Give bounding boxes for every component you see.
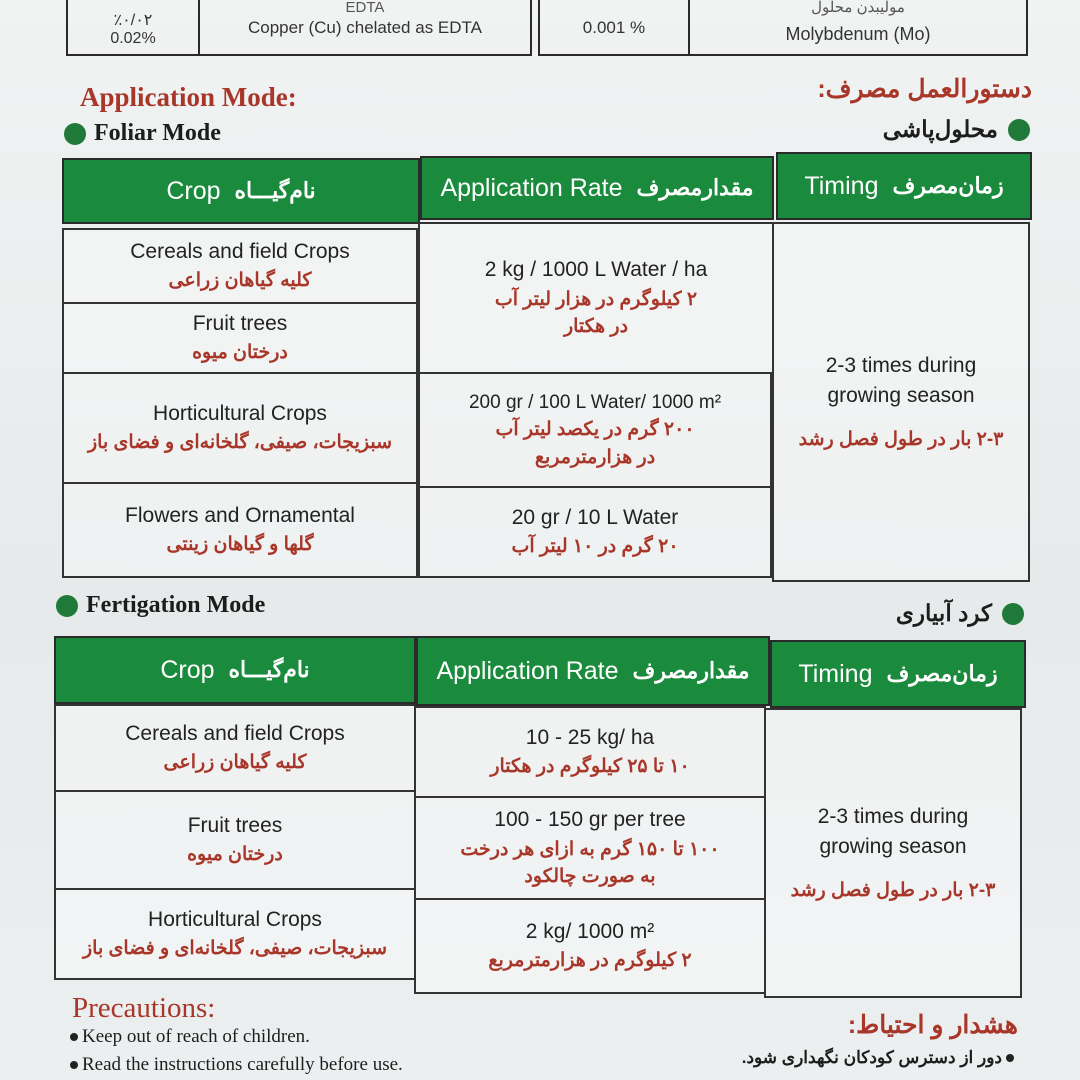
foliar-header-crop [62, 158, 420, 224]
crop-fa: گلها و گیاهان زینتی [166, 534, 314, 556]
foliar-header-rate [420, 156, 774, 220]
crop-en: Fruit trees [192, 312, 288, 335]
molybdenum-value-cell [538, 0, 690, 56]
precaution-item [70, 1054, 403, 1076]
bullet-icon [1006, 1054, 1014, 1062]
crop-fa: سبزیجات، صیفی، گلخانه‌ای و فضای باز [83, 938, 387, 960]
rate-en: 2 kg/ 1000 m² [525, 920, 655, 943]
molybdenum-name: Molybdenum (Mo) [785, 24, 931, 44]
copper-value-fa: ٪۰/۰۲ [113, 12, 153, 29]
timing-en-2: growing season [819, 835, 967, 859]
foliar-crop-horticultural [62, 372, 418, 484]
rate-en: 200 gr / 100 L Water/ 1000 m² [468, 391, 722, 413]
fertigation-title-fa-text: کرد آبیاری [895, 600, 992, 626]
header-rate-fa: مقدارمصرف [632, 658, 750, 683]
copper-name-cell [198, 0, 532, 56]
bullet-dot-icon [1002, 603, 1024, 625]
bullet-icon [70, 1061, 78, 1069]
crop-en: Cereals and field Crops [130, 240, 350, 263]
fertigation-rate-cereals [414, 706, 766, 798]
rate-fa: ۲ کیلوگرم در هزار لیتر آب [494, 288, 698, 310]
fertigation-crop-horticultural [54, 888, 416, 980]
foliar-title-fa [883, 116, 1030, 143]
nutrient-table-strip [66, 0, 1028, 58]
header-crop-en: Crop [160, 655, 215, 684]
copper-value-cell [66, 0, 200, 56]
bullet-dot-icon [56, 595, 78, 617]
precaution-item-fa [742, 1048, 1014, 1068]
rate-fa: ۲۰ گرم در ۱۰ لیتر آب [511, 536, 679, 558]
timing-fa: ۲-۳ بار در طول فصل رشد [790, 879, 996, 901]
header-crop-en: Crop [166, 176, 221, 205]
precaution-text: Read the instructions carefully before use. [82, 1054, 403, 1075]
foliar-rate-horticultural [418, 372, 772, 488]
application-mode-title-fa: دستورالعمل مصرف: [817, 75, 1032, 103]
crop-fa: کلیه گیاهان زراعی [168, 270, 312, 292]
application-mode-title: Application Mode: [80, 82, 297, 112]
rate-en: 100 - 150 gr per tree [494, 808, 686, 832]
foliar-crop-flowers [62, 482, 418, 578]
bullet-dot-icon [1008, 119, 1030, 141]
header-timing-en: Timing [798, 659, 873, 688]
fertigation-title-fa [896, 600, 1024, 627]
fertigation-timing [764, 708, 1022, 998]
crop-en: Horticultural Crops [148, 908, 322, 931]
header-timing-fa: زمان‌مصرف [886, 661, 998, 686]
header-crop-fa: نام‌گیـــاه [228, 657, 310, 682]
foliar-title-fa-text: محلول‌پاشی [882, 116, 998, 142]
header-timing-fa: زمان‌مصرف [892, 173, 1004, 198]
header-timing-en: Timing [804, 171, 879, 200]
fertigation-header-timing [770, 640, 1026, 708]
fertigation-rate-horticultural [414, 898, 766, 994]
fertigation-title [56, 592, 265, 619]
rate-fa: ۱۰ تا ۲۵ کیلوگرم در هکتار [490, 756, 690, 778]
crop-fa: درختان میوه [187, 844, 283, 866]
rate-en: 20 gr / 10 L Water [511, 506, 679, 529]
molybdenum-name-cell [688, 0, 1028, 56]
foliar-title-text: Foliar Mode [94, 120, 221, 146]
rate-en: 2 kg / 1000 L Water / ha [484, 258, 708, 282]
rate-fa: ۲۰۰ گرم در یکصد لیتر آب [495, 419, 695, 441]
precautions-title: Precautions: [72, 992, 216, 1024]
foliar-crop-fruit-trees [62, 302, 418, 374]
precaution-text: Keep out of reach of children. [82, 1026, 310, 1047]
foliar-rate-field [418, 222, 774, 374]
crop-en: Horticultural Crops [153, 402, 327, 425]
precaution-item [70, 1026, 310, 1048]
precautions-title-fa: هشدار و احتیاط: [847, 1011, 1018, 1039]
crop-en: Cereals and field Crops [125, 722, 345, 745]
foliar-rate-flowers [418, 486, 772, 578]
crop-en: Flowers and Ornamental [125, 504, 355, 527]
rate-en: 10 - 25 kg/ ha [525, 726, 655, 749]
molybdenum-value: 0.001 % [582, 18, 646, 37]
rate-fa-2: در هزارمترمربع [534, 446, 656, 468]
crop-en: Fruit trees [187, 814, 283, 837]
crop-fa: سبزیجات، صیفی، گلخانه‌ای و فضای باز [88, 432, 392, 454]
bullet-icon [70, 1033, 78, 1041]
timing-en-1: 2-3 times during [817, 804, 969, 828]
fertigation-header-crop [54, 636, 416, 704]
timing-en-1: 2-3 times during [825, 353, 977, 377]
timing-fa: ۲-۳ بار در طول فصل رشد [798, 428, 1004, 450]
crop-fa: درختان میوه [192, 342, 288, 364]
precaution-text-fa: دور از دسترس کودکان نگهداری شود. [741, 1048, 1002, 1067]
rate-fa-2: در هکتار [563, 316, 629, 338]
header-rate-en: Application Rate [436, 656, 619, 685]
copper-name-ghost: EDTA [345, 0, 385, 16]
foliar-timing [772, 222, 1030, 582]
rate-fa: ۱۰۰ تا ۱۵۰ گرم به ازای هر درخت [460, 838, 720, 860]
copper-name: Copper (Cu) chelated as EDTA [247, 18, 482, 37]
fertigation-header-rate [416, 636, 770, 706]
header-crop-fa: نام‌گیـــاه [234, 178, 316, 203]
fertigation-rate-fruit-trees [414, 796, 766, 900]
fertigation-crop-fruit-trees [54, 790, 416, 890]
bullet-dot-icon [64, 123, 86, 145]
fertigation-title-text: Fertigation Mode [86, 592, 266, 618]
header-rate-en: Application Rate [440, 173, 623, 202]
foliar-title [64, 120, 221, 147]
header-rate-fa: مقدارمصرف [636, 175, 754, 200]
crop-fa: کلیه گیاهان زراعی [163, 752, 307, 774]
rate-fa-2: به صورت چالکود [524, 866, 656, 888]
rate-fa: ۲ کیلوگرم در هزارمترمربع [488, 950, 692, 972]
fertigation-crop-cereals [54, 704, 416, 792]
foliar-header-timing [776, 152, 1032, 220]
foliar-crop-cereals [62, 228, 418, 304]
molybdenum-name-ghost: مولیبدن محلول [811, 0, 905, 16]
timing-en-2: growing season [827, 384, 975, 408]
copper-value-en: 0.02% [110, 30, 156, 47]
